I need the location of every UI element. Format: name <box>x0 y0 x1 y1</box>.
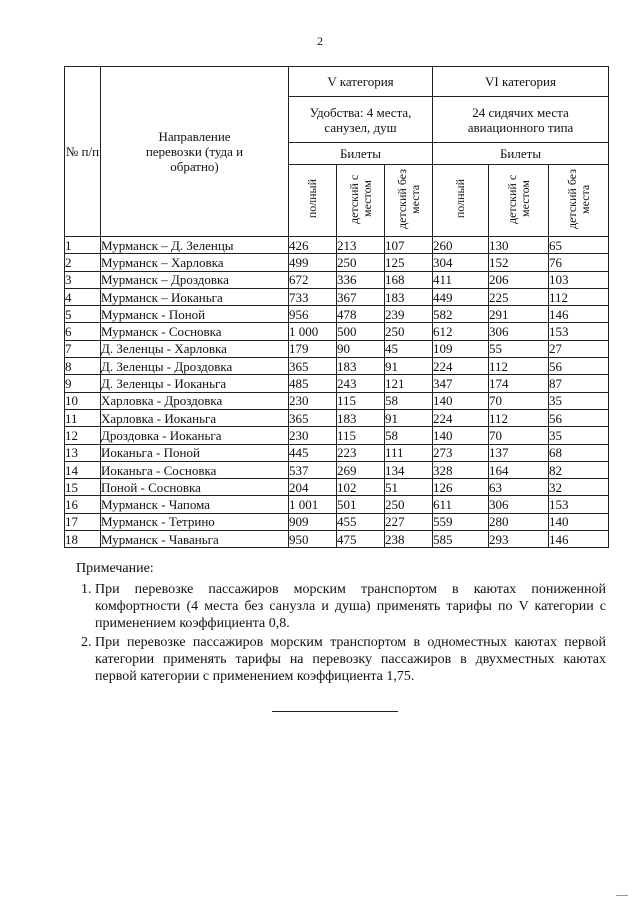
page-number: 2 <box>317 34 323 48</box>
fare-value: 501 <box>337 496 385 513</box>
route-name: Дроздовка - Иоканьга <box>101 427 289 444</box>
fare-value: 365 <box>289 358 337 375</box>
fare-value: 82 <box>549 461 609 478</box>
fare-value: 140 <box>433 392 489 409</box>
route-name: Мурманск - Чаваньга <box>101 531 289 548</box>
fare-value: 112 <box>489 358 549 375</box>
fare-value: 347 <box>433 375 489 392</box>
fare-value: 70 <box>489 427 549 444</box>
fare-value: 733 <box>289 288 337 305</box>
row-number: 13 <box>65 444 101 461</box>
row-number: 7 <box>65 340 101 357</box>
fare-value: 130 <box>489 237 549 254</box>
fare-value: 51 <box>385 479 433 496</box>
fare-value: 230 <box>289 392 337 409</box>
notes-section <box>76 560 606 687</box>
full-label: полный <box>305 179 319 219</box>
route-name: Мурманск - Сосновка <box>101 323 289 340</box>
fare-value: 35 <box>549 427 609 444</box>
child-seat-label: детский с местом <box>346 174 374 224</box>
fare-value: 63 <box>489 479 549 496</box>
fare-value: 328 <box>433 461 489 478</box>
row-number: 1 <box>65 237 101 254</box>
fare-value: 411 <box>433 271 489 288</box>
fare-value: 909 <box>289 513 337 530</box>
fare-value: 950 <box>289 531 337 548</box>
route-name: Иоканьга - Поной <box>101 444 289 461</box>
fare-value: 90 <box>337 340 385 357</box>
table-row <box>65 427 609 444</box>
fare-value: 87 <box>549 375 609 392</box>
fare-value: 225 <box>489 288 549 305</box>
header-full-6 <box>433 165 489 237</box>
fare-value: 125 <box>385 254 433 271</box>
route-name: Мурманск - Чапома <box>101 496 289 513</box>
fare-value: 224 <box>433 409 489 426</box>
child-noseat-label: детский без места <box>564 169 592 229</box>
row-number: 11 <box>65 409 101 426</box>
corner-mark <box>616 895 628 896</box>
fare-value: 146 <box>549 306 609 323</box>
fare-value: 273 <box>433 444 489 461</box>
fare-value: 250 <box>385 496 433 513</box>
fare-value: 585 <box>433 531 489 548</box>
fare-value: 956 <box>289 306 337 323</box>
table-row <box>65 254 609 271</box>
fare-value: 559 <box>433 513 489 530</box>
fare-value: 70 <box>489 392 549 409</box>
route-name: Мурманск – Иоканьга <box>101 288 289 305</box>
fare-value: 68 <box>549 444 609 461</box>
table-row <box>65 461 609 478</box>
row-number: 12 <box>65 427 101 444</box>
fare-value: 153 <box>549 496 609 513</box>
fare-value: 103 <box>549 271 609 288</box>
fare-value: 291 <box>489 306 549 323</box>
fare-value: 1 000 <box>289 323 337 340</box>
fare-value: 140 <box>549 513 609 530</box>
route-name: Харловка - Иоканьга <box>101 409 289 426</box>
row-number: 17 <box>65 513 101 530</box>
fare-value: 367 <box>337 288 385 305</box>
row-number: 5 <box>65 306 101 323</box>
fare-value: 260 <box>433 237 489 254</box>
fare-value: 102 <box>337 479 385 496</box>
header-category-6: VI категория <box>433 67 609 97</box>
fare-value: 206 <box>489 271 549 288</box>
fare-value: 56 <box>549 358 609 375</box>
fare-value: 55 <box>489 340 549 357</box>
fare-value: 243 <box>337 375 385 392</box>
fare-value: 112 <box>489 409 549 426</box>
fare-value: 537 <box>289 461 337 478</box>
fare-value: 27 <box>549 340 609 357</box>
fare-value: 140 <box>433 427 489 444</box>
fare-value: 293 <box>489 531 549 548</box>
fare-value: 582 <box>433 306 489 323</box>
row-number: 14 <box>65 461 101 478</box>
fare-value: 612 <box>433 323 489 340</box>
table-row <box>65 409 609 426</box>
fare-value: 146 <box>549 531 609 548</box>
fare-value: 230 <box>289 427 337 444</box>
header-full-5 <box>289 165 337 237</box>
row-number: 9 <box>65 375 101 392</box>
fare-value: 58 <box>385 427 433 444</box>
fare-value: 134 <box>385 461 433 478</box>
header-tickets-5: Билеты <box>289 143 433 165</box>
child-noseat-label: детский без места <box>394 169 422 229</box>
fare-value: 239 <box>385 306 433 323</box>
notes-list <box>76 581 606 685</box>
row-number: 2 <box>65 254 101 271</box>
separator-line <box>272 711 398 712</box>
fare-value: 45 <box>385 340 433 357</box>
fare-value: 306 <box>489 323 549 340</box>
fare-value: 227 <box>385 513 433 530</box>
fare-value: 269 <box>337 461 385 478</box>
fare-value: 112 <box>549 288 609 305</box>
table-row <box>65 358 609 375</box>
fare-value: 250 <box>385 323 433 340</box>
fare-value: 183 <box>337 409 385 426</box>
fare-value: 58 <box>385 392 433 409</box>
fare-value: 56 <box>549 409 609 426</box>
fare-value: 223 <box>337 444 385 461</box>
fare-value: 152 <box>489 254 549 271</box>
fare-value: 1 001 <box>289 496 337 513</box>
fare-value: 115 <box>337 427 385 444</box>
table-row <box>65 288 609 305</box>
table-row <box>65 271 609 288</box>
fare-value: 107 <box>385 237 433 254</box>
fare-value: 121 <box>385 375 433 392</box>
table-row <box>65 392 609 409</box>
fare-value: 500 <box>337 323 385 340</box>
note-item: 2. При перевозке пассажиров морским транспортом в одноместных каютах первой категории применять тарифы на перевозку пассажиров в двухместных каютах первой категории с применением коэффициента 1,75. <box>95 634 606 685</box>
table-row <box>65 340 609 357</box>
table-row <box>65 323 609 340</box>
table-row <box>65 479 609 496</box>
route-name: Д. Зеленцы - Иоканьга <box>101 375 289 392</box>
fare-value: 280 <box>489 513 549 530</box>
header-num: № п/п <box>65 67 101 237</box>
fare-value: 32 <box>549 479 609 496</box>
fare-value: 449 <box>433 288 489 305</box>
table-row <box>65 531 609 548</box>
fare-value: 111 <box>385 444 433 461</box>
fare-value: 455 <box>337 513 385 530</box>
header-child-seat-6 <box>489 165 549 237</box>
cat5-desc-text: Удобства: 4 места, санузел, душ <box>309 104 412 135</box>
route-name: Харловка - Дроздовка <box>101 392 289 409</box>
fare-value: 238 <box>385 531 433 548</box>
fare-value: 174 <box>489 375 549 392</box>
row-number: 10 <box>65 392 101 409</box>
table-row <box>65 306 609 323</box>
row-number: 18 <box>65 531 101 548</box>
fare-value: 478 <box>337 306 385 323</box>
fare-value: 336 <box>337 271 385 288</box>
fare-value: 126 <box>433 479 489 496</box>
row-number: 16 <box>65 496 101 513</box>
table-row <box>65 444 609 461</box>
header-child-noseat-6 <box>549 165 609 237</box>
table-row <box>65 513 609 530</box>
header-category-5-description <box>289 97 433 143</box>
fare-value: 179 <box>289 340 337 357</box>
row-number: 6 <box>65 323 101 340</box>
header-route-text: Направление перевозки (туда и обратно) <box>145 129 244 174</box>
fare-value: 115 <box>337 392 385 409</box>
fare-value: 499 <box>289 254 337 271</box>
full-label: полный <box>453 179 467 219</box>
fare-value: 168 <box>385 271 433 288</box>
route-name: Мурманск – Д. Зеленцы <box>101 237 289 254</box>
table-row <box>65 375 609 392</box>
fare-value: 65 <box>549 237 609 254</box>
fare-value: 76 <box>549 254 609 271</box>
fare-value: 672 <box>289 271 337 288</box>
notes-title: Примечание: <box>76 561 154 576</box>
fare-value: 109 <box>433 340 489 357</box>
note-item: 1. При перевозке пассажиров морским транспортом в каютах пониженной комфортности (4 места без санузла и душа) применять тарифы по V категории с применением коэффициента 0,8. <box>95 581 606 632</box>
row-number: 15 <box>65 479 101 496</box>
fare-value: 183 <box>337 358 385 375</box>
fare-value: 91 <box>385 358 433 375</box>
row-number: 3 <box>65 271 101 288</box>
fare-value: 445 <box>289 444 337 461</box>
fare-value: 304 <box>433 254 489 271</box>
fare-value: 213 <box>337 237 385 254</box>
fare-value: 475 <box>337 531 385 548</box>
child-seat-label: детский с местом <box>504 174 532 224</box>
fare-value: 35 <box>549 392 609 409</box>
fare-value: 365 <box>289 409 337 426</box>
fare-value: 164 <box>489 461 549 478</box>
fare-value: 204 <box>289 479 337 496</box>
header-category-6-description <box>433 97 609 143</box>
table-row <box>65 237 609 254</box>
header-child-noseat-5 <box>385 165 433 237</box>
cat6-desc-text: 24 сидячих места авиационного типа <box>467 104 574 135</box>
header-route <box>101 67 289 237</box>
header-category-5: V категория <box>289 67 433 97</box>
tariff-table <box>64 66 609 548</box>
route-name: Д. Зеленцы - Харловка <box>101 340 289 357</box>
fare-value: 426 <box>289 237 337 254</box>
route-name: Мурманск – Дроздовка <box>101 271 289 288</box>
route-name: Мурманск - Поной <box>101 306 289 323</box>
table-body <box>65 237 609 548</box>
route-name: Поной - Сосновка <box>101 479 289 496</box>
route-name: Мурманск – Харловка <box>101 254 289 271</box>
fare-value: 153 <box>549 323 609 340</box>
header-tickets-6: Билеты <box>433 143 609 165</box>
table-row <box>65 496 609 513</box>
row-number: 8 <box>65 358 101 375</box>
route-name: Д. Зеленцы - Дроздовка <box>101 358 289 375</box>
fare-value: 485 <box>289 375 337 392</box>
fare-value: 224 <box>433 358 489 375</box>
fare-value: 91 <box>385 409 433 426</box>
route-name: Иоканьга - Сосновка <box>101 461 289 478</box>
route-name: Мурманск - Тетрино <box>101 513 289 530</box>
header-child-seat-5 <box>337 165 385 237</box>
fare-value: 250 <box>337 254 385 271</box>
fare-value: 183 <box>385 288 433 305</box>
row-number: 4 <box>65 288 101 305</box>
fare-value: 611 <box>433 496 489 513</box>
fare-value: 137 <box>489 444 549 461</box>
fare-value: 306 <box>489 496 549 513</box>
